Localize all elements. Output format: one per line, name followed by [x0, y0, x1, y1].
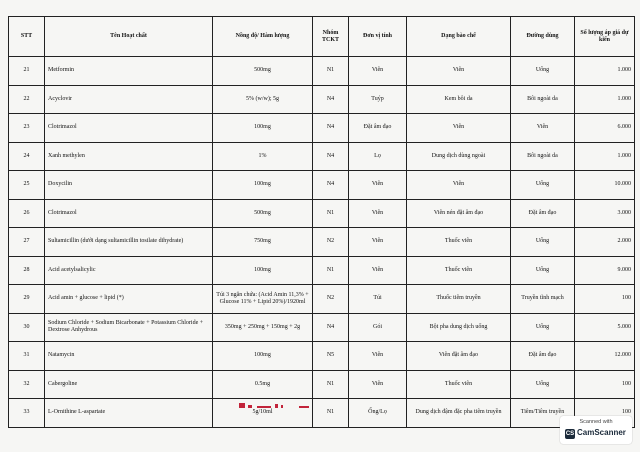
cell-route: Uống [511, 171, 575, 200]
table-row [9, 256, 635, 285]
cell-strength: 100mg [213, 114, 313, 143]
cell-stt: 21 [9, 57, 45, 86]
cell-form: Dung dịch đậm đặc pha tiêm truyền [407, 399, 511, 428]
cell-form: Bột pha dung dịch uống [407, 313, 511, 342]
cell-group: N5 [313, 342, 349, 371]
cell-name: Acid amin + glucose + lipid (*) [45, 285, 213, 314]
cell-unit: Túi [349, 285, 407, 314]
cell-stt: 28 [9, 256, 45, 285]
cell-route: Đặt âm đạo [511, 199, 575, 228]
cell-form: Dung dịch dùng ngoài [407, 142, 511, 171]
cell-quantity: 10.000 [575, 171, 635, 200]
table-row [9, 171, 635, 200]
cell-stt: 24 [9, 142, 45, 171]
cell-route: Uống [511, 228, 575, 257]
camscanner-name: CamScanner [577, 428, 626, 437]
table-row [9, 313, 635, 342]
cell-quantity: 1.000 [575, 85, 635, 114]
cell-form: Kem bôi da [407, 85, 511, 114]
cell-strength: Túi 3 ngăn chứa: (Acid Amin 11,3% + Glucose 11% + Lipid 20%)/1920ml [213, 285, 313, 314]
cell-stt: 29 [9, 285, 45, 314]
cell-name: Acyclovir [45, 85, 213, 114]
cell-name: Cabergoline [45, 370, 213, 399]
header-strength: Nồng độ/ Hàm lượng [213, 17, 313, 57]
cell-name: Xanh methylen [45, 142, 213, 171]
cell-stt: 30 [9, 313, 45, 342]
cell-route: Đặt âm đạo [511, 342, 575, 371]
cell-strength: 1% [213, 142, 313, 171]
cell-quantity: 6.000 [575, 114, 635, 143]
cell-unit: Viên [349, 342, 407, 371]
cell-unit: Lọ [349, 142, 407, 171]
cell-group: N4 [313, 142, 349, 171]
cell-quantity: 1.000 [575, 142, 635, 171]
cell-group: N2 [313, 228, 349, 257]
cell-route: Tiêm/Tiêm truyền [511, 399, 575, 428]
table-row [9, 342, 635, 371]
cell-group: N1 [313, 399, 349, 428]
cell-name: Clotrimazol [45, 114, 213, 143]
cell-group: N4 [313, 171, 349, 200]
table-row [9, 57, 635, 86]
cell-strength: 5g/10ml [213, 399, 313, 428]
table-row [9, 199, 635, 228]
header-route: Đường dùng [511, 17, 575, 57]
cell-unit: Viên [349, 228, 407, 257]
cell-strength: 100mg [213, 171, 313, 200]
cell-form: Viên nén đặt âm đạo [407, 199, 511, 228]
cell-quantity: 100 [575, 370, 635, 399]
cell-stt: 26 [9, 199, 45, 228]
cell-route: Uống [511, 256, 575, 285]
cell-form: Viên [407, 57, 511, 86]
cell-route: Viên [511, 114, 575, 143]
red-stamp-mark [239, 402, 317, 410]
cell-stt: 25 [9, 171, 45, 200]
cell-group: N2 [313, 285, 349, 314]
cell-form: Viên [407, 114, 511, 143]
cell-strength: 350mg + 250mg + 150mg + 2g [213, 313, 313, 342]
cell-form: Thuốc viên [407, 228, 511, 257]
cell-route: Uống [511, 57, 575, 86]
cell-unit: Viên [349, 199, 407, 228]
header-group: Nhóm TCKT [313, 17, 349, 57]
cell-group: N1 [313, 199, 349, 228]
cell-stt: 33 [9, 399, 45, 428]
table-row [9, 85, 635, 114]
cell-name: Sultamicillin (dưới dạng sultamicillin tosilate dihydrate) [45, 228, 213, 257]
camscanner-watermark [560, 416, 632, 444]
cell-form: Thuốc tiêm truyền [407, 285, 511, 314]
cell-unit: Viên [349, 57, 407, 86]
cell-unit: Viên [349, 171, 407, 200]
cell-stt: 27 [9, 228, 45, 257]
cell-name: L-Ornithine L-aspartate [45, 399, 213, 428]
cell-name: Sodium Chloride + Sodium Bicarbonate + Potassium Chloride + Dextrose Anhydrous [45, 313, 213, 342]
cell-name: Doxycilin [45, 171, 213, 200]
cell-route: Bôi ngoài da [511, 142, 575, 171]
cell-unit: Viên [349, 256, 407, 285]
cell-name: Natamycin [45, 342, 213, 371]
cell-form: Viên [407, 171, 511, 200]
table-row [9, 142, 635, 171]
cell-form: Thuốc viên [407, 370, 511, 399]
cell-unit: Gói [349, 313, 407, 342]
table-row [9, 370, 635, 399]
cell-name: Clotrimazol [45, 199, 213, 228]
cell-quantity: 9.000 [575, 256, 635, 285]
cell-route: Uống [511, 313, 575, 342]
cell-group: N1 [313, 256, 349, 285]
table-header-row [9, 17, 635, 57]
camscanner-logo-icon: CS [565, 431, 575, 437]
drug-table [8, 16, 635, 428]
cell-name: Metformin [45, 57, 213, 86]
cell-quantity: 12.000 [575, 342, 635, 371]
cell-strength: 500mg [213, 199, 313, 228]
header-dosage-form: Dạng bào chế [407, 17, 511, 57]
cell-strength: 0.5mg [213, 370, 313, 399]
header-unit: Đơn vị tính [349, 17, 407, 57]
cell-group: N4 [313, 114, 349, 143]
header-stt: STT [9, 17, 45, 57]
cell-form: Viên đặt âm đạo [407, 342, 511, 371]
cell-route: Bôi ngoài da [511, 85, 575, 114]
cell-stt: 22 [9, 85, 45, 114]
cell-group: N4 [313, 85, 349, 114]
cell-unit: Đặt âm đạo [349, 114, 407, 143]
cell-group: N4 [313, 313, 349, 342]
cell-unit: Ống/Lọ [349, 399, 407, 428]
header-active-ingredient: Tên Hoạt chất [45, 17, 213, 57]
cell-route: Uống [511, 370, 575, 399]
cell-strength: 5% (w/w); 5g [213, 85, 313, 114]
cell-unit: Tuýp [349, 85, 407, 114]
cell-stt: 32 [9, 370, 45, 399]
cell-quantity: 5.000 [575, 313, 635, 342]
cell-strength: 500mg [213, 57, 313, 86]
cell-quantity: 2.000 [575, 228, 635, 257]
cell-strength: 100mg [213, 256, 313, 285]
cell-quantity: 100 [575, 285, 635, 314]
cell-route: Truyền tĩnh mạch [511, 285, 575, 314]
table-row [9, 114, 635, 143]
cell-form: Thuốc viên [407, 256, 511, 285]
cell-unit: Viên [349, 370, 407, 399]
table-row [9, 285, 635, 314]
header-quantity: Số lượng áp giá dự kiến [575, 17, 635, 57]
cell-name: Acid acetylsalicylic [45, 256, 213, 285]
table-row [9, 399, 635, 428]
cell-quantity: 1.000 [575, 57, 635, 86]
cell-quantity: 100 [575, 399, 635, 428]
cell-stt: 23 [9, 114, 45, 143]
cell-group: N1 [313, 370, 349, 399]
cell-group: N1 [313, 57, 349, 86]
cell-strength: 100mg [213, 342, 313, 371]
cell-stt: 31 [9, 342, 45, 371]
scanned-with-text: Scanned with [579, 419, 613, 425]
cell-quantity: 3.000 [575, 199, 635, 228]
table-row [9, 228, 635, 257]
cell-strength: 750mg [213, 228, 313, 257]
